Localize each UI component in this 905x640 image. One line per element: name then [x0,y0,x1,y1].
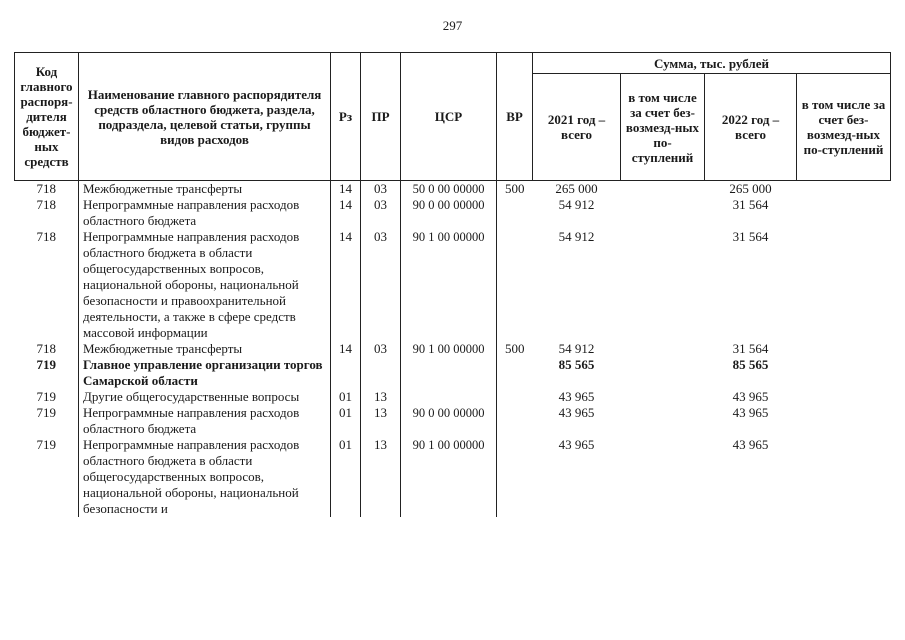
cell-name: Непрограммные направления расходов областного бюджета [79,405,331,437]
cell-2021-total: 54 912 [558,197,595,212]
cell-2022-grants [797,437,891,517]
cell-pr: 03 [361,197,401,229]
cell-rz: 01 [331,405,361,437]
header-code: Код главного распоря-дителя бюджет-ных средств [15,53,79,181]
header-sum: Сумма, тыс. рублей [533,53,891,74]
cell-2022-grants [797,357,891,389]
cell-vr [497,405,533,437]
cell-2021-grants [621,197,705,229]
table-row [15,341,891,357]
cell-name: Межбюджетные трансферты [79,341,331,357]
cell-rz: 01 [331,389,361,405]
cell-2021-grants [621,181,705,198]
table-header [15,53,891,181]
header-2022-grants: в том числе за счет без-возмезд-ных по-ступлений [797,74,891,181]
cell-2021-total: 43 965 [558,405,595,420]
cell-csr: 90 0 00 00000 [401,197,497,229]
cell-csr [401,389,497,405]
cell-2022-total: 43 965 [732,437,769,452]
cell-rz: 14 [331,181,361,198]
cell-2022-grants [797,341,891,357]
cell-2022-total: 31 564 [732,341,769,356]
cell-2021-total: 85 565 [558,357,595,372]
budget-table [14,52,891,517]
cell-rz: 01 [331,437,361,517]
header-vr: ВР [497,53,533,181]
table-row [15,389,891,405]
cell-vr [497,437,533,517]
cell-2021-total: 265 000 [555,181,598,196]
cell-2022-grants [797,389,891,405]
cell-pr: 13 [361,389,401,405]
cell-csr: 90 1 00 00000 [401,437,497,517]
cell-2022-grants [797,197,891,229]
cell-2021-total: 43 965 [558,389,595,404]
table-row [15,181,891,198]
cell-name: Непрограммные направления расходов областного бюджета в области общегосударственных вопросов, национальной обороны, национальной безопасности и правоохранительной деятельности, а также в сфере средств массовой информации [79,229,331,341]
cell-vr: 500 [497,181,533,198]
cell-2021-total: 43 965 [558,437,595,452]
header-rz: Рз [331,53,361,181]
cell-2022-total: 265 000 [729,181,772,196]
cell-2022-grants [797,181,891,198]
header-2021-total: 2021 год – всего [533,74,621,181]
table-row [15,229,891,341]
cell-2022-total: 31 564 [732,197,769,212]
cell-code: 718 [15,197,79,229]
table-row [15,437,891,517]
header-pr: ПР [361,53,401,181]
cell-csr [401,357,497,389]
cell-2022-total: 43 965 [732,405,769,420]
cell-csr: 90 1 00 00000 [401,341,497,357]
cell-vr [497,229,533,341]
cell-pr: 03 [361,341,401,357]
cell-name: Непрограммные направления расходов областного бюджета в области общегосударственных вопросов, национальной обороны, национальной безопасности и [79,437,331,517]
cell-pr: 03 [361,181,401,198]
cell-vr: 500 [497,341,533,357]
cell-pr [361,357,401,389]
cell-code: 718 [15,181,79,198]
cell-pr: 13 [361,437,401,517]
cell-name: Непрограммные направления расходов областного бюджета [79,197,331,229]
cell-2022-total: 43 965 [732,389,769,404]
cell-name: Межбюджетные трансферты [79,181,331,198]
cell-rz: 14 [331,229,361,341]
cell-vr [497,197,533,229]
cell-code: 719 [15,437,79,517]
cell-code: 719 [15,405,79,437]
cell-2022-total: 31 564 [732,229,769,244]
header-2021-grants: в том числе за счет без-возмезд-ных по-ступлений [621,74,705,181]
table-row [15,357,891,389]
table-row [15,197,891,229]
cell-2022-total: 85 565 [732,357,769,372]
cell-2021-grants [621,405,705,437]
cell-2022-grants [797,405,891,437]
cell-pr: 13 [361,405,401,437]
cell-2021-grants [621,389,705,405]
cell-2021-grants [621,437,705,517]
cell-name: Другие общегосударственные вопросы [79,389,331,405]
header-2022-total: 2022 год – всего [705,74,797,181]
cell-code: 718 [15,229,79,341]
cell-rz: 14 [331,197,361,229]
cell-name: Главное управление организации торгов Самарской области [79,357,331,389]
table-body [15,181,891,518]
cell-vr [497,357,533,389]
cell-code: 719 [15,357,79,389]
cell-2021-grants [621,357,705,389]
cell-2022-grants [797,229,891,341]
cell-2021-grants [621,341,705,357]
table-row [15,405,891,437]
cell-csr: 90 1 00 00000 [401,229,497,341]
cell-rz: 14 [331,341,361,357]
cell-pr: 03 [361,229,401,341]
header-name: Наименование главного распорядителя средств областного бюджета, раздела, подраздела, целевой статьи, группы видов расходов [79,53,331,181]
cell-csr: 50 0 00 00000 [401,181,497,198]
cell-code: 719 [15,389,79,405]
cell-rz [331,357,361,389]
cell-2021-total: 54 912 [558,341,595,356]
cell-2021-total: 54 912 [558,229,595,244]
cell-csr: 90 0 00 00000 [401,405,497,437]
cell-2021-grants [621,229,705,341]
cell-vr [497,389,533,405]
page-number: 297 [442,18,463,33]
header-csr: ЦСР [401,53,497,181]
cell-code: 718 [15,341,79,357]
